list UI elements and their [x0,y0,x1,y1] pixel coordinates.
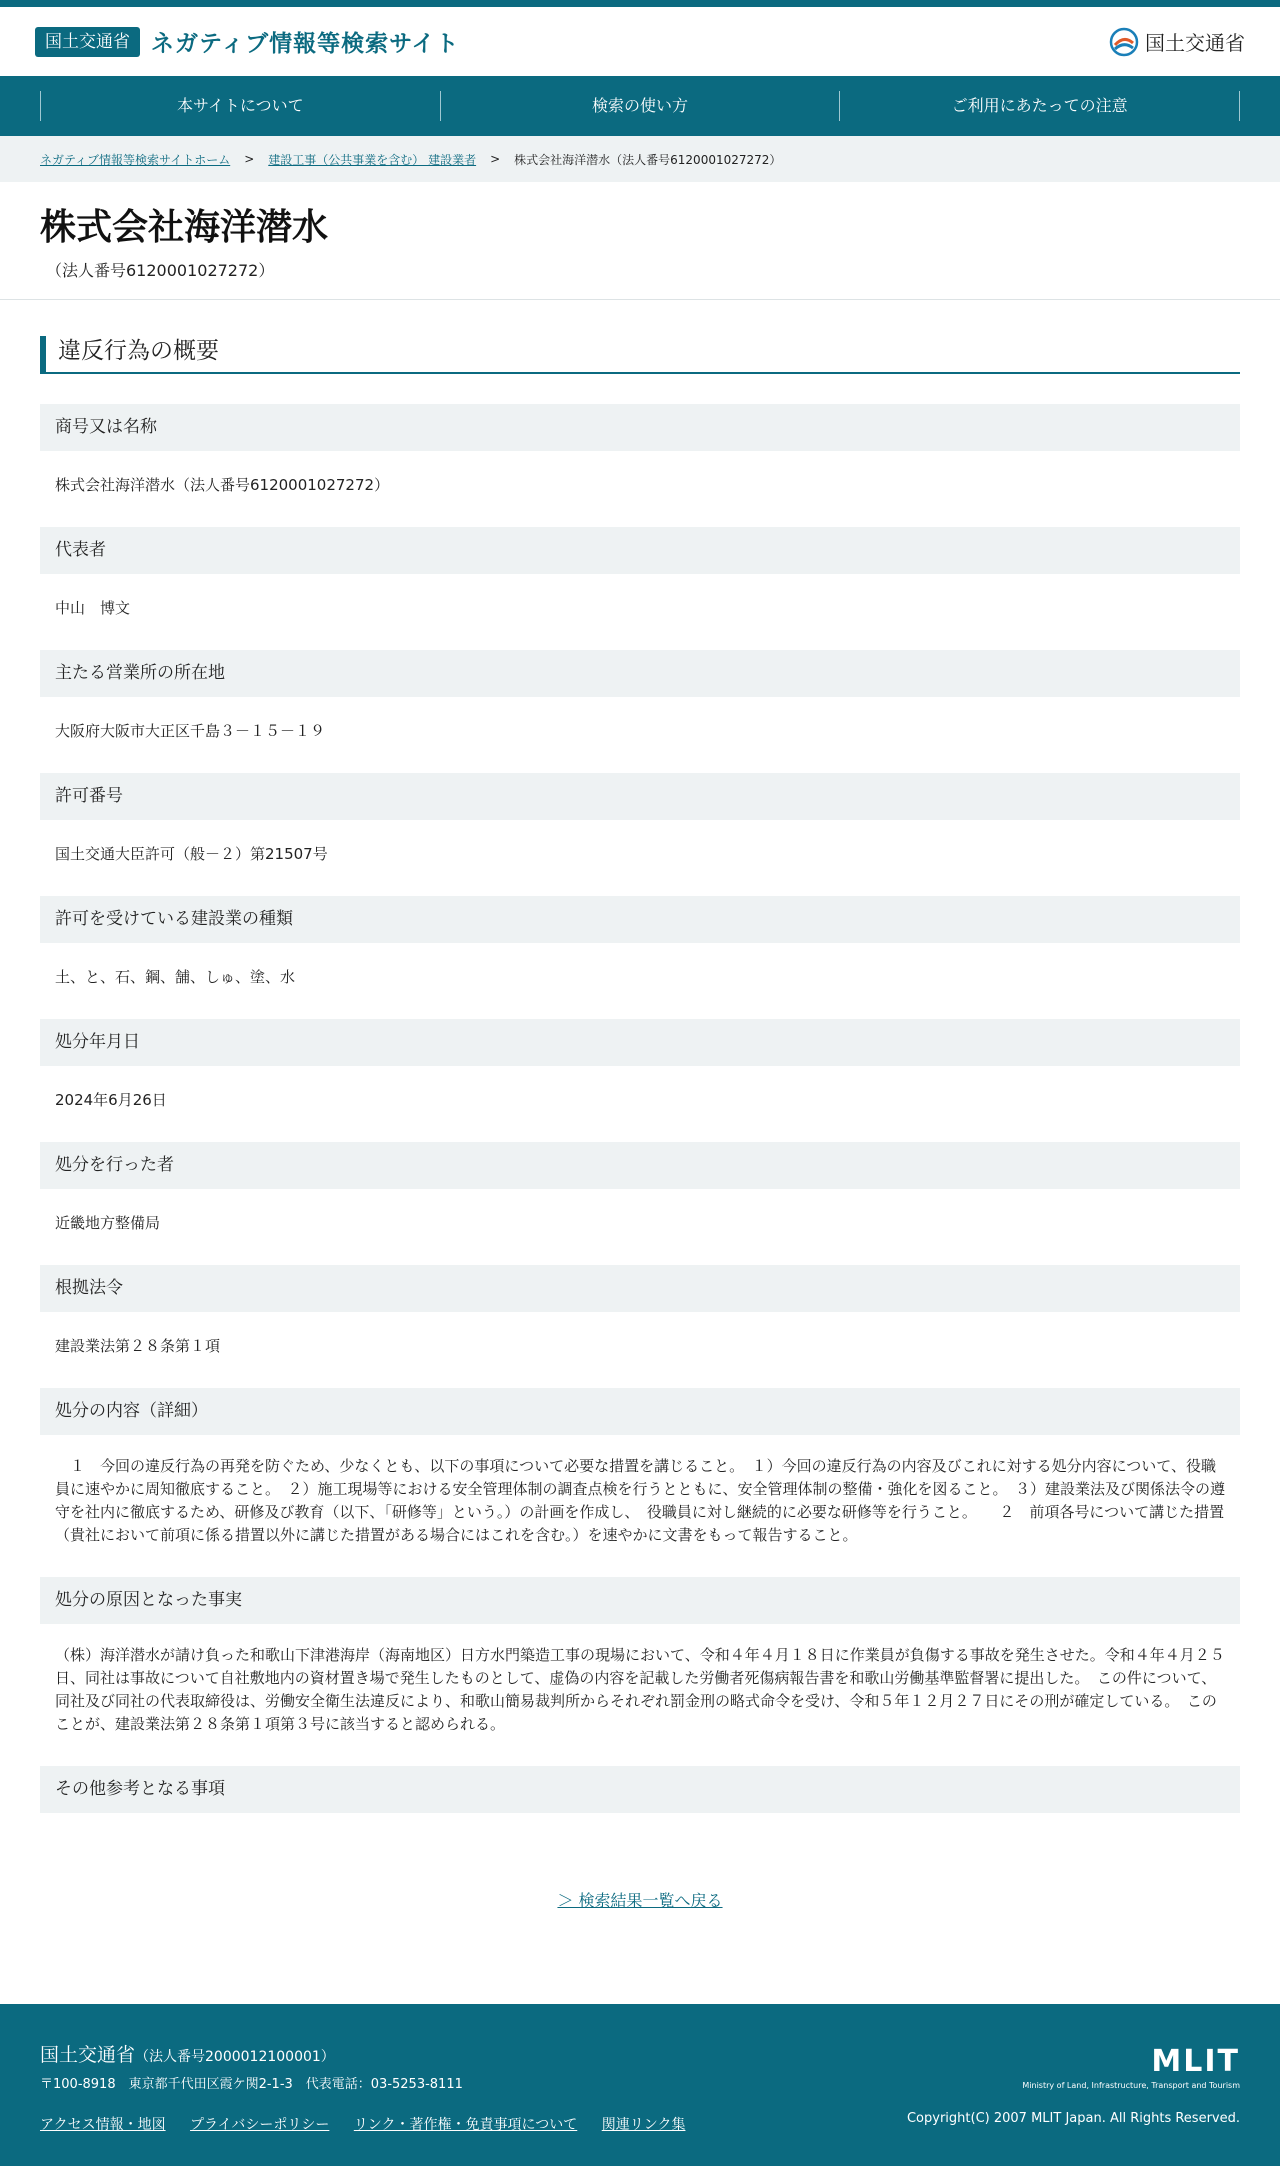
field-trade-name [40,404,1240,497]
footer-link-privacy[interactable]: プライバシーポリシー [190,2117,330,2133]
top-accent-bar [0,0,1280,7]
field-license-types [40,896,1240,989]
mlit-logo-text: 国土交通省 [1145,31,1245,55]
back-link-wrap [40,1888,1240,1911]
field-value: 近畿地方整備局 [55,1214,161,1232]
title-block [0,182,1280,300]
field-value: 建設業法第２８条第１項 [55,1337,221,1355]
breadcrumb [0,136,1280,182]
footer-mlit-logo[interactable] [1022,2044,1240,2090]
field-label: 根拠法令 [40,1265,1240,1312]
mlit-logo-icon [1109,27,1139,57]
field-value: 土、と、石、鋼、舗、しゅ、塗、水 [55,968,296,986]
field-license-number [40,773,1240,866]
field-label: 処分の原因となった事実 [40,1577,1240,1624]
field-cause-facts [40,1577,1240,1736]
field-representative [40,527,1240,620]
mlit-logo-wordmark: MLIT [1151,2044,1240,2079]
field-value: １ 今回の違反行為の再発を防ぐため、少なくとも、以下の事項について必要な措置を講じること。 １）今回の違反行為の内容及びこれに対する処分内容について、役職員に速やかに周知徹底すること。 ２）施工現場等における安全管理体制の調査点検を行うとともに、安全管理体制の整備・強化を図ること。 ３）建設業法及び関係法令の遵守を社内に徹底するため、研修及び教育（以下、「研修等」という。）の計画を作成し、 役職員に対し継続的に必要な研修等を行うこと。 ２ 前項各号について講じた措置（貴社において前項に係る措置以外に講じた措置がある場合にはこれを含む。）を速やかに文書をもって報告すること。 [55,1457,1226,1544]
field-value: 国土交通大臣許可（般－２）第21507号 [55,845,328,863]
footer-link-copyright[interactable]: リンク・著作権・免責事項について [353,2117,578,2133]
field-value: 大阪府大阪市大正区千島３－１５－１９ [55,722,326,740]
breadcrumb-category-link[interactable]: 建設工事（公共事業を含む） 建設業者 [268,152,477,167]
field-address [40,650,1240,743]
copyright: Copyright(C) 2007 MLIT Japan. All Rights Reserved. [906,2111,1240,2126]
mlit-header-logo[interactable] [1109,27,1245,57]
breadcrumb-current: 株式会社海洋潜水（法人番号6120001027272） [514,152,782,167]
mlit-logo-subtitle: Ministry of Land, Infrastructure, Transport and Tourism [1022,2081,1240,2090]
nav-item-about[interactable]: 本サイトについて [40,91,440,121]
site-brand[interactable] [35,25,460,58]
field-legal-basis [40,1265,1240,1358]
field-label: 処分年月日 [40,1019,1240,1066]
field-disposition-date [40,1019,1240,1112]
main-content [0,336,1280,1911]
footer-address: 〒100-8918 東京都千代田区霞ケ関2-1-3 代表電話：03-5253-8111 [40,2077,463,2092]
site-title: ネガティブ情報等検索サイト [151,31,460,57]
field-label: 処分の内容（詳細） [40,1388,1240,1435]
field-value: 2024年6月26日 [55,1091,167,1109]
field-label: 許可番号 [40,773,1240,820]
breadcrumb-home-link[interactable]: ネガティブ情報等検索サイトホーム [40,152,231,167]
field-label: 処分を行った者 [40,1142,1240,1189]
footer-link-related[interactable]: 関連リンク集 [601,2117,686,2133]
breadcrumb-separator: > [490,152,501,166]
field-label: 商号又は名称 [40,404,1240,451]
field-label: 主たる営業所の所在地 [40,650,1240,697]
field-label: その他参考となる事項 [40,1766,1240,1813]
field-disposing-authority [40,1142,1240,1235]
global-nav [0,76,1280,136]
field-disposition-details [40,1388,1240,1547]
corp-number: （法人番号6120001027272） [46,261,275,280]
nav-item-notes[interactable]: ご利用にあたっての注意 [839,91,1240,121]
page-title: 株式会社海洋潜水 [40,207,329,248]
field-value: 株式会社海洋潜水（法人番号6120001027272） [55,476,390,494]
mlit-badge: 国土交通省 [35,27,140,57]
footer-org-number: （法人番号2000012100001） [135,2049,335,2065]
back-to-results-link[interactable]: ＞ 検索結果一覧へ戻る [557,1891,723,1910]
field-value: 中山 博文 [55,599,131,617]
site-header [0,7,1280,76]
breadcrumb-separator: > [244,152,255,166]
field-label: 許可を受けている建設業の種類 [40,896,1240,943]
footer-link-access[interactable]: アクセス情報・地図 [40,2117,166,2133]
site-footer [0,2004,1280,2166]
field-label: 代表者 [40,527,1240,574]
nav-item-how-to-search[interactable]: 検索の使い方 [440,91,840,121]
field-value: （株）海洋潜水が請け負った和歌山下津港海岸（海南地区）日方水門築造工事の現場において、令和４年４月１８日に作業員が負傷する事故を発生させた。令和４年４月２５日、同社は事故について自社敷地内の資材置き場で発生したものとして、虚偽の内容を記載した労働者死傷病報告書を和歌山労働基準監督署に提出した。 この件について、同社及び同社の代表取締役は、労働安全衛生法違反により、和歌山簡易裁判所からそれぞれ罰金刑の略式命令を受け、令和５年１２月２７日にその刑が確定している。 このことが、建設業法第２８条第１項第３号に該当すると認められる。 [55,1646,1225,1733]
section-heading: 違反行為の概要 [40,336,1240,374]
field-other-notes [40,1766,1240,1813]
footer-org-name: 国土交通省 [40,2044,136,2066]
